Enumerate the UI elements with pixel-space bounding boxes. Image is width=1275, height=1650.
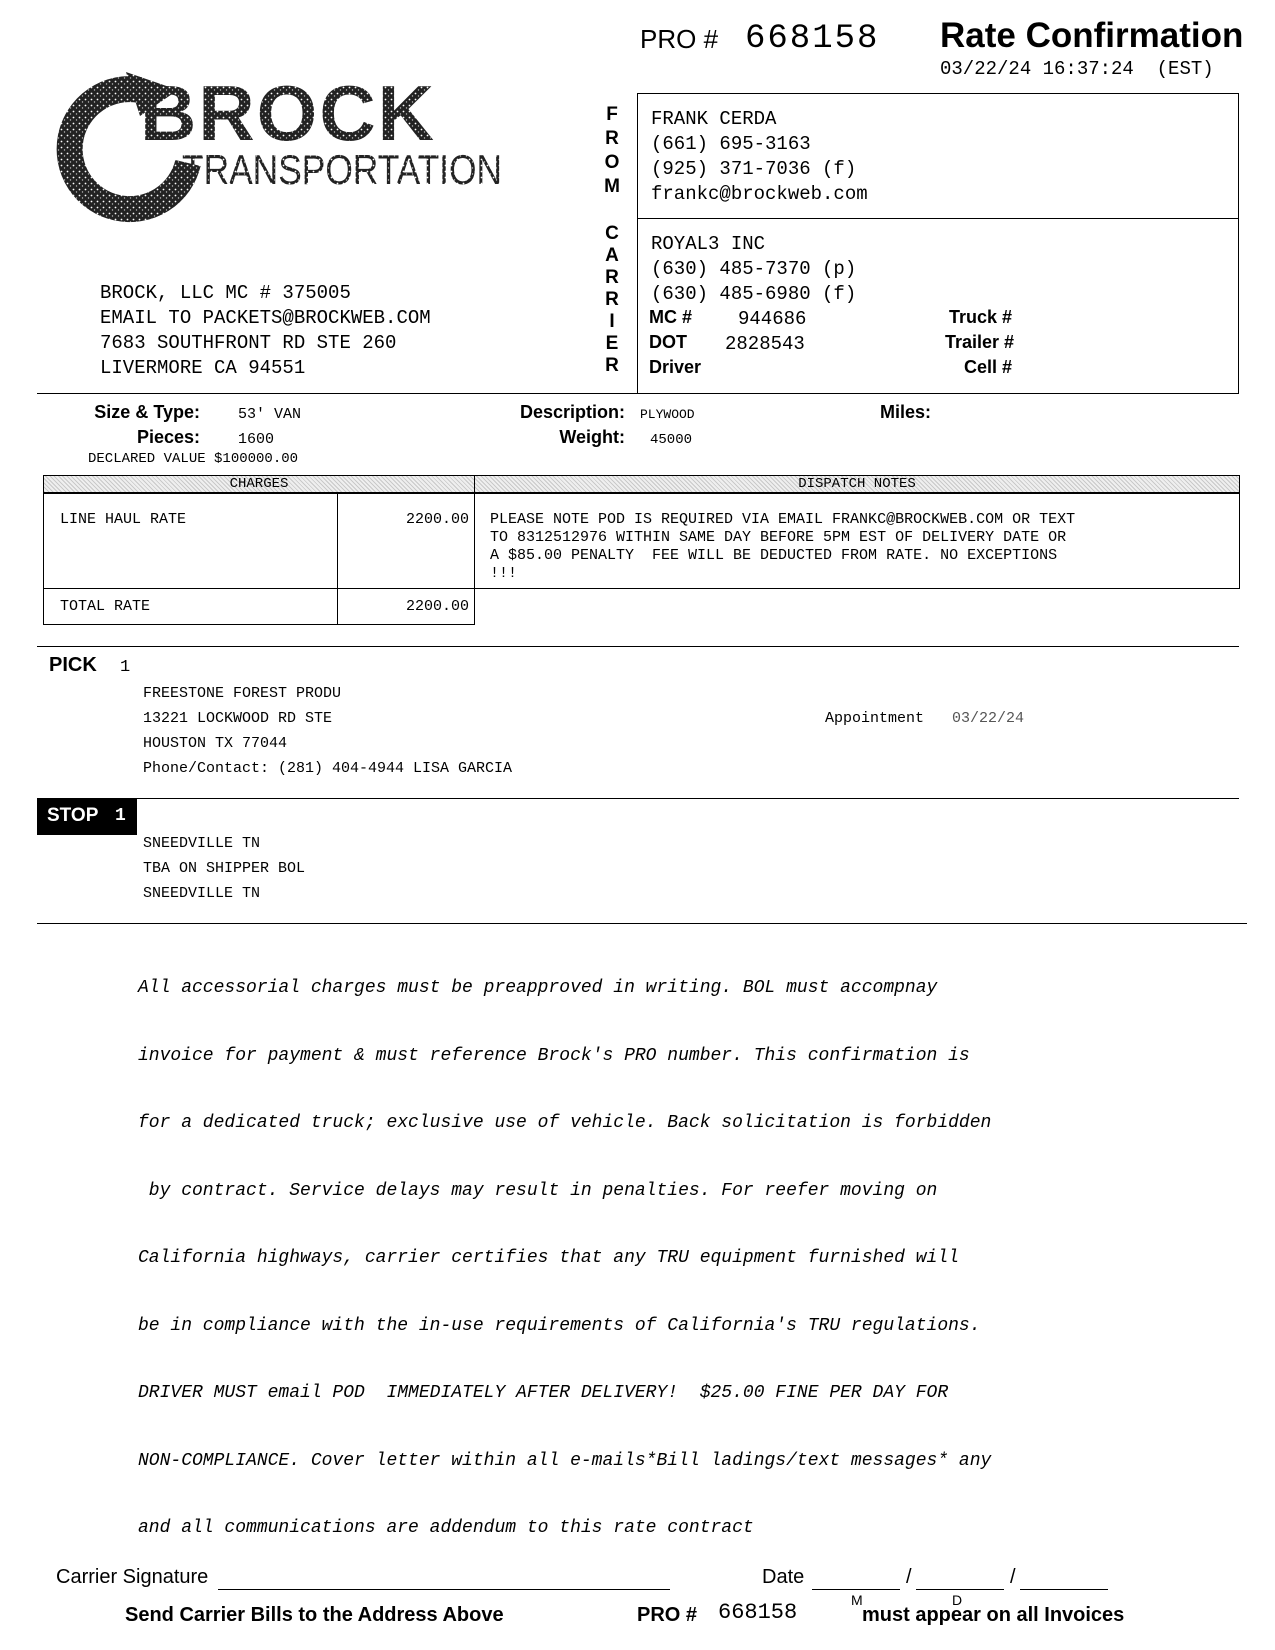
- company-mc: BROCK, LLC MC # 375005: [100, 282, 351, 304]
- weight-value: 45000: [650, 432, 693, 448]
- carrier-truck-label: Truck #: [949, 307, 1013, 327]
- size-type-label: Size & Type:: [94, 402, 200, 422]
- terms-line: NON-COMPLIANCE. Cover letter within all e-mails*Bill ladings/text messages* any: [138, 1450, 992, 1471]
- stop-address-line: TBA ON SHIPPER BOL: [143, 860, 306, 877]
- charge-amount-cell: [337, 493, 475, 589]
- terms-line: for a dedicated truck; exclusive use of vehicle. Back solicitation is forbidden: [138, 1113, 992, 1133]
- appointment-date: 03/22/24: [952, 710, 1025, 727]
- date-separator: /: [1010, 1566, 1016, 1588]
- from-email: frankc@brockweb.com: [651, 183, 868, 205]
- carrier-mc-label: MC #: [649, 307, 693, 327]
- terms-line: DRIVER MUST email POD IMMEDIATELY AFTER DELIVERY! $25.00 FINE PER DAY FOR: [138, 1383, 949, 1403]
- carrier-signature-line[interactable]: [218, 1589, 670, 1590]
- carrier-signature-label: Carrier Signature: [56, 1566, 209, 1588]
- from-name: FRANK CERDA: [651, 108, 777, 130]
- size-type-value: 53' VAN: [238, 406, 302, 423]
- carrier-fax: (630) 485-6980 (f): [651, 283, 857, 305]
- pick-number: 1: [120, 658, 131, 677]
- appointment-label: Appointment: [825, 710, 925, 727]
- stop-address-line: SNEEDVILLE TN: [143, 835, 261, 852]
- carrier-dot-label: DOT: [649, 332, 687, 352]
- from-letter: F: [606, 104, 618, 125]
- date-month-line[interactable]: [812, 1589, 900, 1590]
- dispatch-notes-header: DISPATCH NOTES: [474, 475, 1240, 493]
- from-letter: O: [604, 152, 620, 173]
- carrier-driver-label: Driver: [649, 357, 702, 377]
- carrier-trailer-label: Trailer #: [945, 332, 1015, 352]
- date-day-line[interactable]: [916, 1589, 1004, 1590]
- pick-address-line: 13221 LOCKWOOD RD STE: [143, 710, 333, 727]
- stop-badge: [37, 799, 137, 835]
- dispatch-note-line: A $85.00 PENALTY FEE WILL BE DEDUCTED FROM RATE. NO EXCEPTIONS: [490, 547, 1058, 564]
- company-city: LIVERMORE CA 94551: [100, 357, 306, 379]
- divider: [37, 798, 1239, 799]
- declared-value: DECLARED VALUE $100000.00: [88, 451, 299, 467]
- stop-label: STOP: [47, 805, 99, 826]
- terms-text: [138, 932, 1138, 1562]
- carrier-letter: A: [605, 245, 619, 266]
- document-title: Rate Confirmation: [940, 16, 1244, 55]
- date-year-line[interactable]: [1020, 1589, 1108, 1590]
- footer-pro-label: PRO #: [637, 1604, 698, 1626]
- carrier-phone: (630) 485-7370 (p): [651, 258, 857, 280]
- from-letter: R: [605, 128, 619, 149]
- total-rate-amount: 2200.00: [405, 598, 469, 615]
- pick-address-line: FREESTONE FOREST PRODU: [143, 685, 342, 702]
- from-fax: (925) 371-7036 (f): [651, 158, 857, 180]
- terms-line: be in compliance with the in-use requirements of California's TRU regulations.: [138, 1315, 981, 1336]
- logo-word-brock: BROCK: [140, 69, 436, 157]
- divider: [37, 923, 1247, 924]
- pieces-value: 1600: [238, 431, 275, 448]
- line-haul-label: LINE HAUL RATE: [60, 511, 187, 528]
- pick-contact: Phone/Contact: (281) 404-4944 LISA GARCIA: [143, 760, 513, 777]
- carrier-letter: E: [605, 333, 619, 354]
- charge-label-cell: [43, 493, 338, 589]
- document-datetime: 03/22/24 16:37:24 (EST): [940, 58, 1214, 80]
- total-rate-label: TOTAL RATE: [60, 598, 151, 615]
- carrier-letter: R: [605, 267, 619, 288]
- pick-address-line: HOUSTON TX 77044: [143, 735, 288, 752]
- terms-line: and all communications are addendum to this rate contract: [138, 1518, 754, 1538]
- date-label: Date: [762, 1566, 805, 1588]
- divider: [37, 393, 639, 394]
- dispatch-note-line: TO 8312512976 WITHIN SAME DAY BEFORE 5PM EST OF DELIVERY DATE OR: [490, 529, 1067, 546]
- line-haul-amount: 2200.00: [405, 511, 469, 528]
- from-carrier-divider: [637, 218, 1239, 219]
- weight-label: Weight:: [559, 427, 625, 447]
- date-day-hint: D: [952, 1592, 963, 1608]
- description-label: Description:: [519, 402, 625, 422]
- send-bills-note: Send Carrier Bills to the Address Above: [125, 1604, 504, 1626]
- stop-address-line: SNEEDVILLE TN: [143, 885, 261, 902]
- dispatch-note-line: !!!: [490, 565, 518, 582]
- pick-label: PICK: [49, 654, 97, 676]
- footer-pro-number: 668158: [718, 1600, 798, 1625]
- carrier-letter: I: [609, 311, 615, 332]
- must-appear-note: must appear on all Invoices: [862, 1604, 1125, 1626]
- carrier-dot-value: 2828543: [725, 333, 805, 355]
- divider: [37, 646, 1239, 647]
- carrier-name: ROYAL3 INC: [651, 233, 766, 255]
- company-email: EMAIL TO PACKETS@BROCKWEB.COM: [100, 307, 431, 329]
- from-phone: (661) 695-3163: [651, 133, 811, 155]
- terms-line: All accessorial charges must be preapproved in writing. BOL must accompnay: [138, 978, 938, 998]
- from-letter: M: [604, 176, 620, 197]
- brock-logo: [48, 68, 508, 218]
- pieces-label: Pieces:: [136, 427, 200, 447]
- carrier-letter: R: [605, 355, 619, 376]
- brock-logo-graphic: [48, 68, 508, 218]
- miles-label: Miles:: [880, 402, 932, 422]
- date-separator: /: [906, 1566, 912, 1588]
- terms-line: invoice for payment & must reference Brock's PRO number. This confirmation is: [138, 1045, 970, 1066]
- carrier-letter: R: [605, 289, 619, 310]
- carrier-cell-label: Cell #: [964, 357, 1013, 377]
- logo-word-transportation: TRANSPORTATION: [182, 146, 502, 193]
- date-month-hint: M: [851, 1592, 863, 1608]
- description-value: PLYWOOD: [640, 407, 695, 422]
- carrier-letter: C: [605, 223, 619, 244]
- pro-number: 668158: [745, 20, 880, 58]
- terms-line: California highways, carrier certifies that any TRU equipment furnished will: [138, 1248, 959, 1268]
- carrier-mc-value: 944686: [738, 308, 807, 330]
- stop-number: 1: [115, 806, 126, 826]
- company-street: 7683 SOUTHFRONT RD STE 260: [100, 332, 397, 354]
- charges-header: CHARGES: [43, 475, 475, 493]
- dispatch-note-line: PLEASE NOTE POD IS REQUIRED VIA EMAIL FRANKC@BROCKWEB.COM OR TEXT: [490, 511, 1076, 528]
- terms-line: by contract. Service delays may result in penalties. For reefer moving on: [138, 1180, 938, 1201]
- pro-label: PRO #: [640, 24, 719, 54]
